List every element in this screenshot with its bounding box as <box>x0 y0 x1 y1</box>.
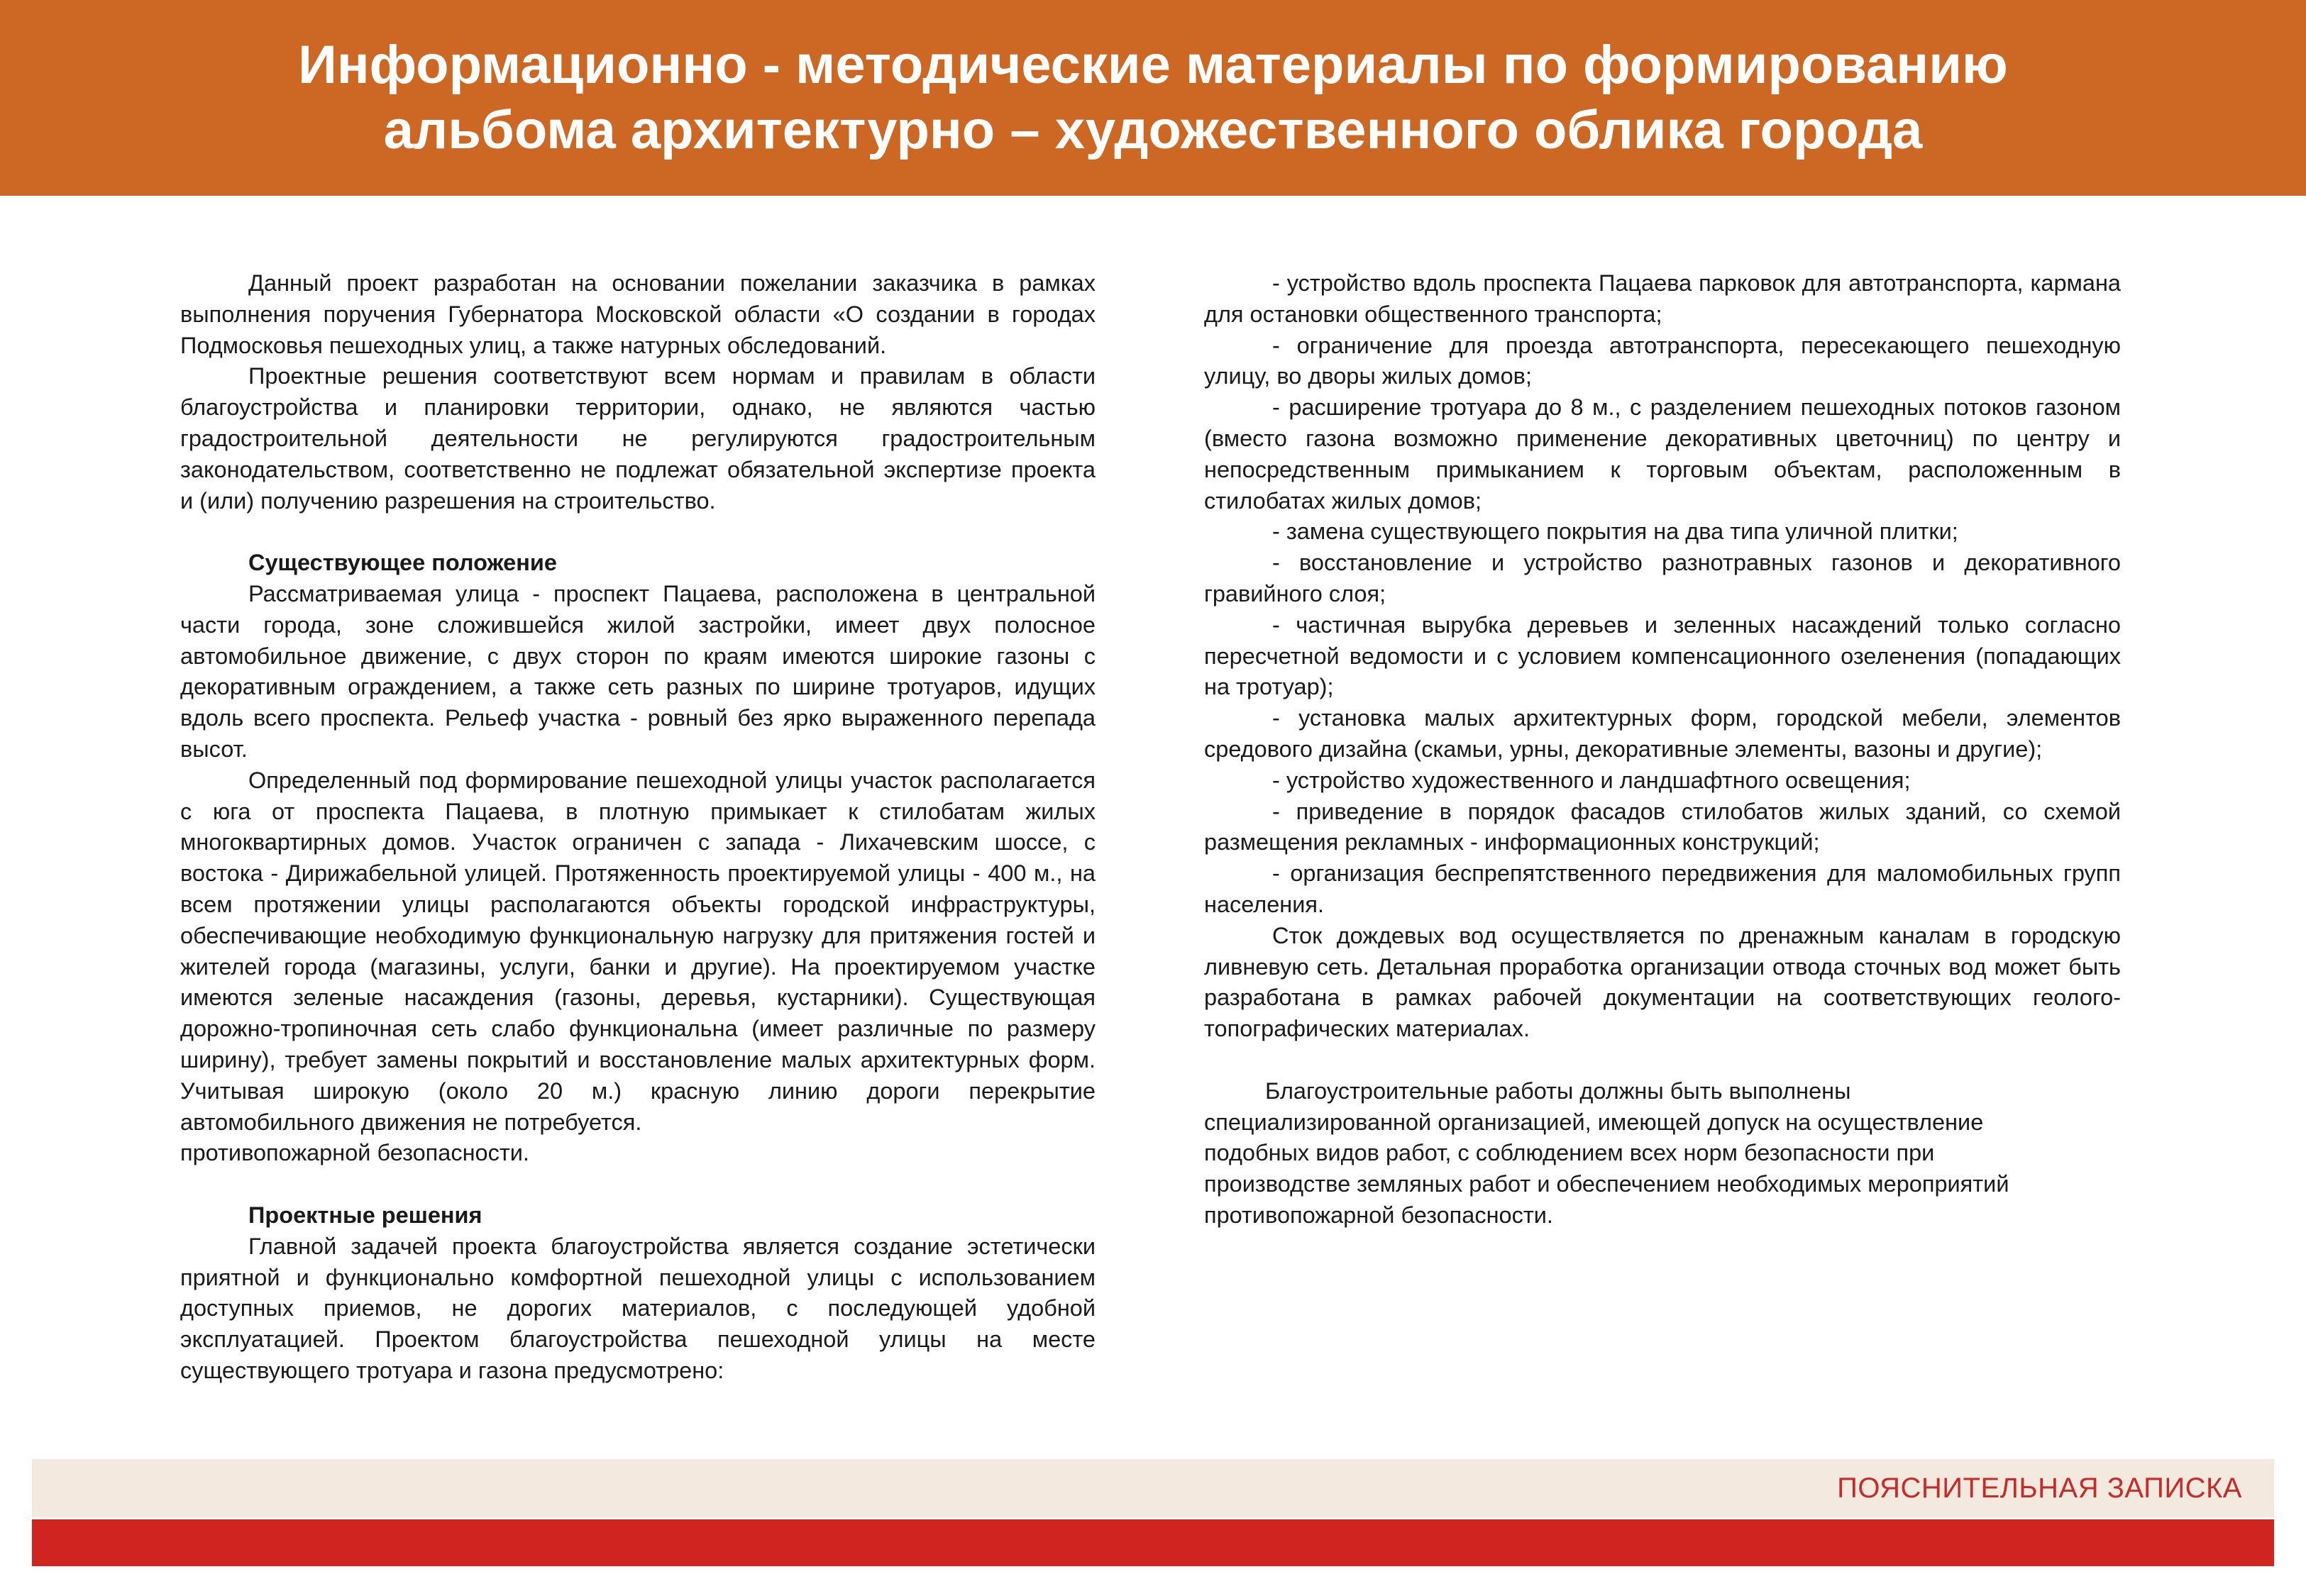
closing-line-4: производстве земляных работ и обеспечением необходимых мероприятий <box>1204 1171 2009 1197</box>
list-item: - организация беспрепятственного передвижения для маломобильных групп населения. <box>1204 860 2121 917</box>
spacer <box>180 1169 1096 1200</box>
intro-paragraph-1: Данный проект разработан на основании пожелании заказчика в рамках выполнения поручения Губернатора Московской области «О создании в городах Подмосковья пешеходных улиц, а также натурных обследований. <box>180 270 1096 358</box>
list-item: - частичная вырубка деревьев и зеленных насаждений только согласно пересчетной ведомости и с условием компенсационного озеленения (попадающих на тротуар); <box>1204 611 2121 700</box>
closing-line-1: Благоустроительные работы должны быть выполнены <box>1265 1077 1851 1104</box>
closing-line-3: подобных видов работ, с соблюдением всех норм безопасности при <box>1204 1140 1935 1166</box>
intro-paragraph-2: Проектные решения соответствуют всем нормам и правилам в области благоустройства и планировки территории, однако, не являются частью градостроительной деятельности не регулируются градостроительным законодательством, соответственно не подлежат обязательной экспертизе проекта и (или) получению разрешения на строительство. <box>180 363 1096 514</box>
existing-situation-heading: Существующее положение <box>248 550 557 576</box>
list-item: - расширение тротуара до 8 м., с разделением пешеходных потоков газоном (вместо газона возможно применение декоративных цветочниц) по центру и непосредственным примыканием к торговым объектам, расположенным в стилобатах жилых домов; <box>1204 394 2121 514</box>
page-title-line-2: альбома архитектурно – художественного облика города <box>383 100 1923 160</box>
spacer <box>180 516 1096 548</box>
list-item: - замена существующего покрытия на два типа уличной плитки; <box>1272 519 1958 545</box>
list-item: - устройство вдоль проспекта Пацаева парковок для автотранспорта, кармана для остановки общественного транспорта; <box>1204 270 2121 327</box>
list-item: - ограничение для проезда автотранспорта, пересекающего пешеходную улицу, во дворы жилых домов; <box>1204 332 2121 389</box>
closing-line-5: противопожарной безопасности. <box>1204 1202 1553 1228</box>
closing-line-2: специализированной организацией, имеющей допуск на осуществление <box>1204 1109 1984 1135</box>
existing-situation-paragraph-2: Определенный под формирование пешеходной улицы участок располагается с юга от проспекта Пацаева, в плотную примыкает к стилобатам жилых многоквартирных домов. Участок ограничен с запада - Лихачевским шоссе, с востока - Дирижабельной улицей. Протяженность проектируемой улицы - 400 м., на всем протяжении улицы располагаются объекты городской инфраструктуры, обеспечивающие необходимую функциональную нагрузку для притяжения гостей и жителей города (магазины, услуги, банки и другие). На проектируемом участке имеются зеленые насаждения (газоны, деревья, кустарники). Существующая дорожно-тропиночная сеть слабо функциональна (имеет различные по размеру ширину), требует замены покрытий и восстановление малых архитектурных форм. Учитывая широкую (около 20 м.) красную линию дороги перекрытие автомобильного движения не потребуется. <box>180 767 1096 1135</box>
list-item: - восстановление и устройство разнотравных газонов и декоративного гравийного слоя; <box>1204 550 2121 606</box>
existing-situation-paragraph-1: Рассматриваемая улица - проспект Пацаева, расположена в центральной части города, зоне сложившейся жилой застройки, имеет двух полосное автомобильное движение, с двух сторон по краям имеются широкие газоны с декоративным ограждением, а также сеть разных по ширине тротуаров, идущих вдоль всего проспекта. Рельеф участка - ровный без ярко выраженного перепада высот. <box>180 580 1096 762</box>
list-item: - установка малых архитектурных форм, городской мебели, элементов средового дизайна (скамьи, урны, декоративные элементы, вазоны и другие); <box>1204 705 2121 762</box>
page-title-line-1: Информационно - методические материалы по формированию <box>298 35 2008 95</box>
spacer <box>1204 1045 2121 1076</box>
design-solutions-paragraph: Главной задачей проекта благоустройства является создание эстетически приятной и функционально комфортной пешеходной улицы с использованием доступных приемов, не дорогих материалов, с последующей удобной эксплуатацией. Проектом благоустройства пешеходной улицы на месте существующего тротуара и газона предусмотрено: <box>180 1233 1096 1383</box>
existing-situation-paragraph-3: противопожарной безопасности. <box>180 1140 529 1166</box>
left-text-column <box>180 268 1096 1387</box>
header-banner <box>0 0 2306 196</box>
right-text-column <box>1204 268 2121 1231</box>
list-item: - устройство художественного и ландшафтного освещения; <box>1272 767 1911 793</box>
footer-red-bar <box>32 1519 2274 1566</box>
design-solutions-heading: Проектные решения <box>248 1202 482 1228</box>
drainage-paragraph: Сток дождевых вод осуществляется по дренажным каналам в городскую ливневую сеть. Детальная проработка организации отвода сточных вод может быть разработана в рамках рабочей документации на соответствующих геолого-топографических материалах. <box>1204 922 2121 1042</box>
list-item: - приведение в порядок фасадов стилобатов жилых зданий, со схемой размещения рекламных - информационных конструкций; <box>1204 798 2121 855</box>
footer-section-label: ПОЯСНИТЕЛЬНАЯ ЗАПИСКА <box>1837 1473 2242 1504</box>
